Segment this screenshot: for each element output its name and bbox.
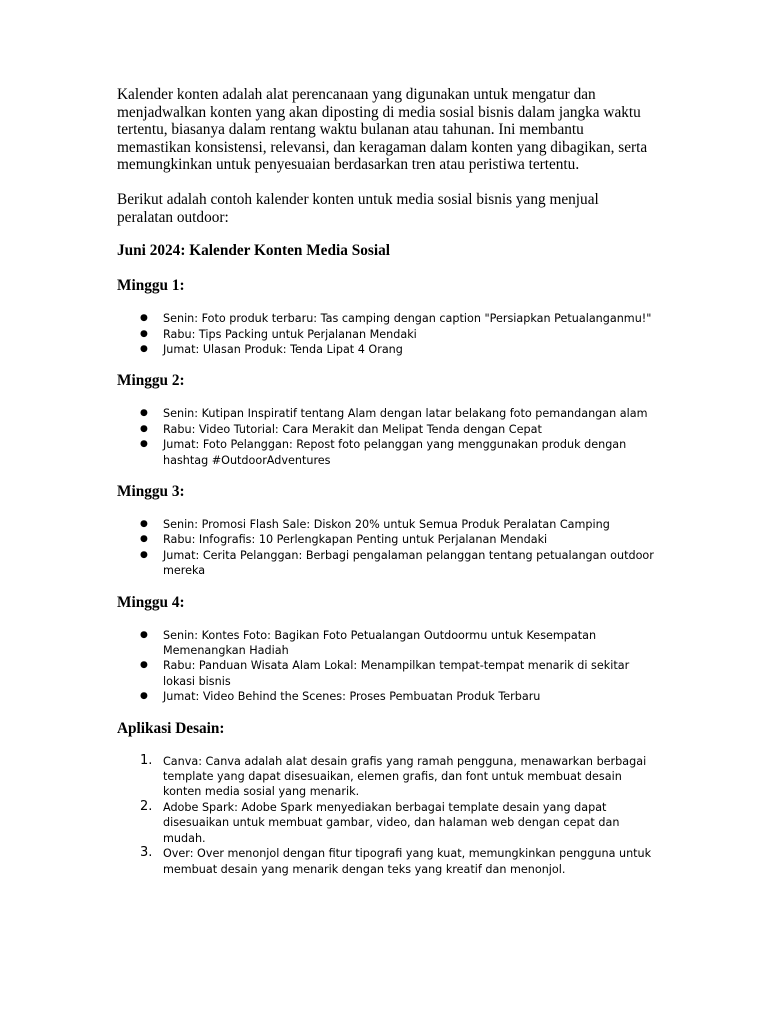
week-list: [117, 517, 657, 579]
list-item: ● Senin: Kutipan Inspiratif tentang Alam dengan latar belakang foto pemandangan alam: [140, 407, 648, 421]
list-number: 1.: [140, 752, 153, 768]
list-item: ● Rabu: Tips Packing untuk Perjalanan Mendaki: [140, 327, 417, 341]
calendar-title: Juni 2024: Kalender Konten Media Sosial: [117, 242, 390, 260]
week-heading: Minggu 3:: [117, 483, 185, 500]
list-number: 2.: [140, 798, 153, 814]
intro-paragraph: Kalender konten adalah alat perencanaan yang digunakan untuk mengatur dan menjadwalkan konten yang akan diposting di media sosial bisnis dalam jangka waktu tertentu, biasanya dalam rentang waktu bulanan atau tahunan. Ini membantu memastikan konsistensi, relevansi, dan keragaman dalam konten yang dibagikan, serta memungkinkan untuk penyesuaian berdasarkan tren atau peristiwa tertentu.: [117, 86, 648, 174]
list-item: ● Jumat: Foto Pelanggan: Repost foto pelanggan yang menggunakan produk dengan hashtag #OutdoorAdventures: [140, 438, 627, 467]
list-item: 3. Over: Over menonjol dengan fitur tipografi yang kuat, memungkinkan pengguna untuk membuat desain yang menarik dengan teks yang kreatif dan menonjol.: [140, 845, 652, 876]
bullet-icon: ●: [140, 549, 148, 560]
week-heading: Minggu 1:: [117, 277, 185, 295]
list-item: ● Jumat: Ulasan Produk: Tenda Lipat 4 Orang: [140, 342, 403, 356]
list-item: ● Senin: Promosi Flash Sale: Diskon 20% untuk Semua Produk Peralatan Camping: [140, 518, 610, 531]
week-list: [117, 406, 657, 468]
apps-list: [117, 754, 657, 877]
bullet-icon: ●: [140, 328, 148, 339]
week-heading: Minggu 4:: [117, 593, 185, 611]
list-item: ● Rabu: Panduan Wisata Alam Lokal: Menampilkan tempat-tempat menarik di sekitar lokasi bisnis: [140, 659, 630, 688]
list-item: 1. Canva: Canva adalah alat desain grafis yang ramah pengguna, menawarkan berbagai template yang dapat disesuaikan, elemen grafis, dan font untuk membuat desain konten media sosial yang menarik.: [140, 752, 647, 799]
week-list: [117, 311, 657, 357]
list-item: ● Rabu: Infografis: 10 Perlengkapan Penting untuk Perjalanan Mendaki: [140, 533, 548, 547]
week-heading: Minggu 2:: [117, 372, 185, 390]
list-item: ● Rabu: Video Tutorial: Cara Merakit dan Melipat Tenda dengan Cepat: [140, 422, 542, 436]
list-item: 2. Adobe Spark: Adobe Spark menyediakan berbagai template desain yang dapat disesuaikan untuk membuat gambar, video, dan halaman web dengan cepat dan mudah.: [140, 798, 620, 845]
list-item: ● Senin: Foto produk terbaru: Tas camping dengan caption "Persiapkan Petualanganmu!": [140, 312, 652, 326]
list-item: ● Jumat: Video Behind the Scenes: Proses Pembuatan Produk Terbaru: [140, 690, 541, 704]
bullet-icon: ●: [140, 629, 148, 640]
document-page: [117, 86, 657, 877]
bullet-icon: ●: [140, 439, 148, 450]
bullet-icon: ●: [140, 343, 148, 354]
bullet-icon: ●: [140, 660, 148, 671]
bullet-icon: ●: [140, 423, 148, 434]
list-item: ● Jumat: Cerita Pelanggan: Berbagi pengalaman pelanggan tentang petualangan outdoor mereka: [140, 548, 654, 578]
list-number: 3.: [140, 845, 153, 861]
bullet-icon: ●: [140, 534, 148, 545]
week-list: [117, 628, 657, 705]
bullet-icon: ●: [140, 519, 148, 529]
apps-heading: Aplikasi Desain:: [117, 719, 225, 737]
bullet-icon: ●: [140, 313, 148, 324]
list-item: ● Senin: Kontes Foto: Bagikan Foto Petualangan Outdoormu untuk Kesempatan Memenangkan Hadiah: [140, 628, 597, 658]
intro-example-paragraph: Berikut adalah contoh kalender konten untuk media sosial bisnis yang menjual peralatan outdoor:: [117, 190, 599, 226]
bullet-icon: ●: [140, 691, 148, 702]
bullet-icon: ●: [140, 408, 148, 419]
